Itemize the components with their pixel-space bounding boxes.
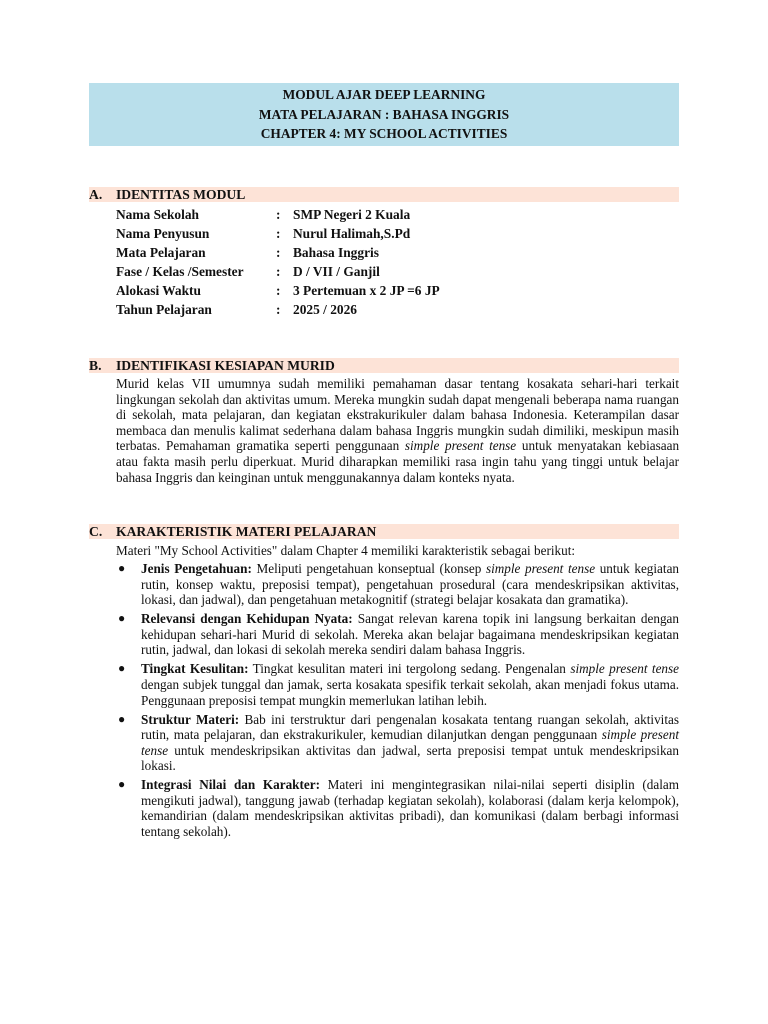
section-b-title: IDENTIFIKASI KESIAPAN MURID bbox=[116, 358, 335, 373]
item-label: Jenis Pengetahuan: bbox=[141, 561, 252, 576]
section-a-letter: A. bbox=[89, 187, 103, 202]
identity-colon: : bbox=[276, 302, 281, 317]
readiness-paragraph bbox=[116, 376, 679, 485]
item-emphasis: simple present tense bbox=[485, 561, 596, 576]
item-label: Integrasi Nilai dan Karakter: bbox=[141, 777, 320, 793]
section-c-heading bbox=[89, 524, 679, 539]
item-label: Relevansi dengan Kehidupan Nyata: bbox=[141, 611, 353, 627]
item-text-cont: untuk mendeskripsikan aktivitas dan jadwal, serta preposisi tempat untuk mendeskripsikan lokasi. bbox=[141, 742, 680, 774]
bullet-icon: ● bbox=[118, 661, 126, 676]
identity-label: Fase / Kelas /Semester bbox=[116, 264, 244, 279]
readiness-text-1: Murid kelas VII umumnya sudah memiliki pemahaman dasar tentang kosakata sehari-hari terkait lingkungan sekolah dan aktivitas umum. Mereka mungkin sudah dapat mengenali beberapa nama ruangan di sekolah, mata pelajaran, dan kegiatan ekstrakurikuler dalam bahasa Indonesia. Keterampilan dasar membaca dan menulis kalimat sederhana dalam bahasa Inggris mungkin sudah dimiliki, meskipun masih terbatas. Pemahaman gramatika seperti penggunaan bbox=[116, 376, 679, 454]
identity-value: 3 Pertemuan x 2 JP =6 JP bbox=[293, 283, 440, 298]
module-title-line-1: MODUL AJAR DEEP LEARNING bbox=[282, 87, 486, 103]
item-text: Tingkat kesulitan materi ini tergolong sedang. Pengenalan bbox=[252, 661, 566, 677]
bullet-icon: ● bbox=[118, 711, 126, 726]
item-emphasis: simple present tense bbox=[570, 661, 680, 677]
item-text: Materi ini mengintegrasikan nilai-nilai seperti disiplin (dalam mengikuti jadwal), tanggung jawab (terhadap kegiatan sekolah), kolaborasi (dalam kerja kelompok), kemandirian (dalam mendeskripsikan aktivitas pribadi), dan komunikasi (dalam berbagi informasi tentang sekolah). bbox=[141, 777, 679, 840]
identity-value: Bahasa Inggris bbox=[293, 245, 379, 260]
module-title-box bbox=[89, 83, 679, 146]
identity-label: Alokasi Waktu bbox=[116, 283, 201, 298]
section-b-heading bbox=[89, 358, 679, 373]
bullet-icon: ● bbox=[118, 777, 126, 792]
list-item bbox=[116, 777, 679, 839]
identity-label: Tahun Pelajaran bbox=[116, 302, 212, 317]
item-label: Tingkat Kesulitan: bbox=[141, 661, 249, 677]
module-title-line-2: MATA PELAJARAN : BAHASA INGGRIS bbox=[258, 106, 510, 122]
readiness-text-2: untuk menyatakan kebiasaan atau fakta masih perlu diperkuat. Murid diharapkan memiliki rasa ingin tahu yang tinggi untuk belajar bahasa Inggris dan keinginan untuk menggunakannya dalam konteks nyata. bbox=[116, 438, 680, 485]
item-text-cont: dengan subjek tunggal dan jamak, serta kosakata spesifik terkait sekolah, akan menjadi fokus utama. Penggunaan preposisi tempat mungkin memerlukan latihan lebih. bbox=[141, 676, 679, 708]
section-c-title: KARAKTERISTIK MATERI PELAJARAN bbox=[116, 524, 377, 539]
bullet-icon: ● bbox=[118, 561, 126, 575]
section-c-letter: C. bbox=[89, 524, 103, 539]
identity-value: 2025 / 2026 bbox=[293, 302, 357, 317]
identity-colon: : bbox=[276, 207, 281, 222]
identity-label: Nama Sekolah bbox=[116, 207, 199, 222]
identity-colon: : bbox=[276, 264, 281, 279]
identity-label: Mata Pelajaran bbox=[116, 245, 206, 260]
item-label: Struktur Materi: bbox=[141, 711, 240, 727]
section-b-letter: B. bbox=[89, 358, 102, 373]
identity-colon: : bbox=[276, 226, 281, 241]
module-title-line-3: CHAPTER 4: MY SCHOOL ACTIVITIES bbox=[260, 126, 508, 142]
section-a-title: IDENTITAS MODUL bbox=[116, 187, 246, 202]
section-a-heading bbox=[89, 187, 679, 202]
bullet-icon: ● bbox=[118, 611, 126, 626]
identity-colon: : bbox=[276, 245, 281, 260]
item-emphasis: simple present tense bbox=[141, 727, 680, 758]
identity-value: Nurul Halimah,S.Pd bbox=[293, 226, 411, 241]
list-item bbox=[116, 561, 679, 608]
list-item bbox=[116, 712, 679, 774]
item-text: Sangat relevan karena topik ini langsung berkaitan dengan kehidupan sehari-hari Murid di sekolah. Mereka akan belajar bagaimana mendeskripsikan kegiatan rutin, jadwal, dan lokasi di sekolah mereka sendiri dalam bahasa Inggris. bbox=[141, 611, 680, 658]
characteristics-list bbox=[116, 561, 679, 843]
material-intro: Materi "My School Activities" dalam Chapter 4 memiliki karakteristik sebagai berikut: bbox=[116, 543, 576, 558]
item-text: Bab ini terstruktur dari pengenalan kosakata tentang ruangan sekolah, aktivitas rutin, mata pelajaran, dan ekstrakurikuler, kemudian dilanjutkan dengan penggunaan bbox=[141, 711, 679, 743]
readiness-text-emphasis: simple present tense bbox=[404, 438, 517, 454]
identity-value: SMP Negeri 2 Kuala bbox=[293, 207, 411, 222]
identity-value: D / VII / Ganjil bbox=[293, 264, 380, 279]
identity-colon: : bbox=[276, 283, 281, 298]
identity-label: Nama Penyusun bbox=[116, 226, 210, 241]
list-item bbox=[116, 611, 679, 658]
list-item bbox=[116, 661, 679, 708]
item-text: Meliputi pengetahuan konseptual (konsep bbox=[256, 561, 482, 576]
item-text-cont: untuk kegiatan rutin, konsep waktu, preposisi tempat), pengetahuan prosedural (cara mendeskripsikan aktivitas, lokasi, dan jadwal), dan pengetahuan metakognitif (strategi belajar kosakata dan gramatika). bbox=[141, 561, 680, 608]
